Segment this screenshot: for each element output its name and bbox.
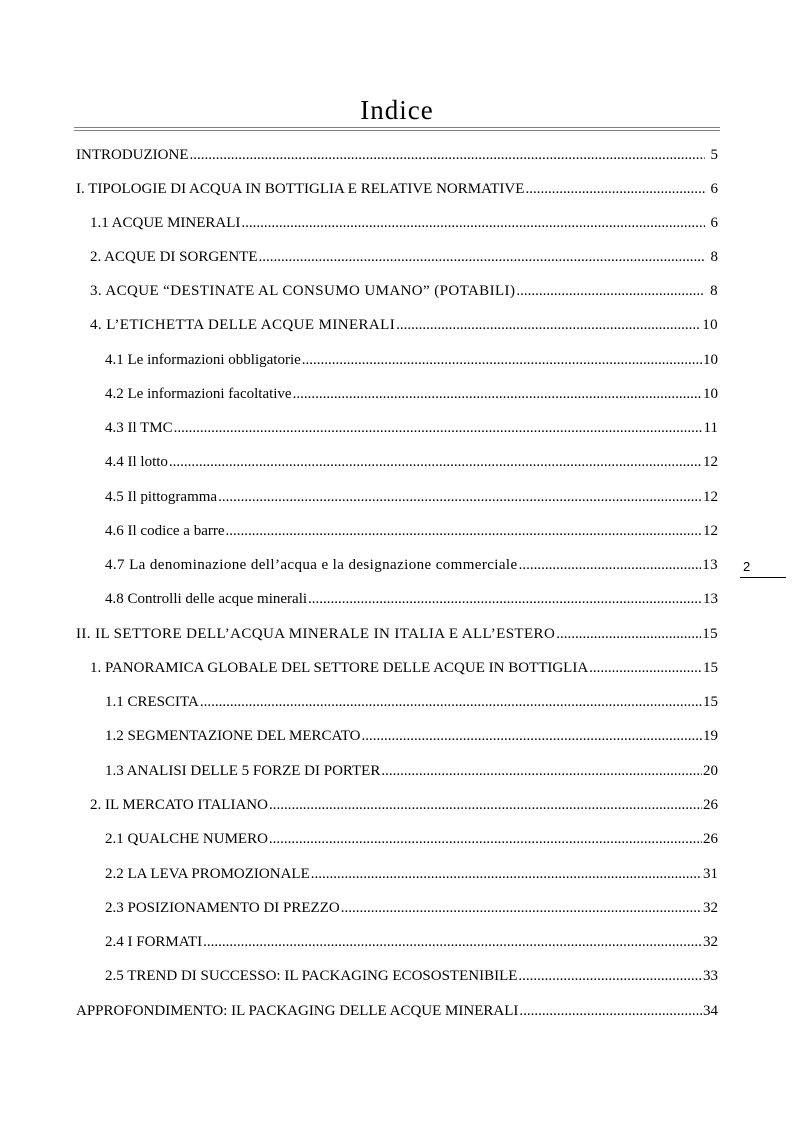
toc-entry-page: 19 (703, 728, 718, 744)
toc-entry-introduzione[interactable] (76, 145, 718, 165)
toc-entry-label: INTRODUZIONE (76, 147, 189, 163)
toc-entry-page: 12 (703, 454, 718, 470)
toc-entry-page: 15 (702, 626, 718, 642)
dot-leader (269, 795, 702, 815)
toc-entry-label: 1.2 SEGMENTAZIONE DEL MERCATO (105, 728, 361, 744)
toc-entry-crescita[interactable] (105, 692, 718, 712)
dot-leader (174, 418, 703, 438)
toc-entry-label: 4.2 Le informazioni facoltative (105, 386, 292, 402)
toc-entry-pittogramma[interactable] (105, 487, 718, 507)
toc-entry-label: 4.3 Il TMC (105, 420, 173, 436)
toc-entry-chapter-2[interactable] (76, 624, 718, 644)
toc-entry-label: I. TIPOLOGIE DI ACQUA IN BOTTIGLIA E RELATIVE NORMATIVE (76, 181, 525, 197)
toc-entry-label: APPROFONDIMENTO: IL PACKAGING DELLE ACQUE MINERALI (76, 1003, 519, 1019)
dot-leader (259, 247, 706, 267)
toc-entry-segmentazione[interactable] (105, 726, 718, 746)
dot-leader (203, 932, 702, 952)
dot-leader (589, 658, 702, 678)
dot-leader (169, 452, 702, 472)
toc-entry-page: 32 (703, 900, 718, 916)
toc-entry-page: 31 (703, 866, 718, 882)
toc-entry-label: 4. L’ETICHETTA DELLE ACQUE MINERALI (90, 317, 396, 333)
toc-entry-label: 4.4 Il lotto (105, 454, 168, 470)
toc-entry-page: 12 (703, 523, 718, 539)
toc-entry-posizionamento-prezzo[interactable] (105, 898, 718, 918)
toc-entry-label: 4.6 Il codice a barre (105, 523, 225, 539)
dot-leader (381, 761, 702, 781)
toc-entry-page: 13 (703, 591, 718, 607)
toc-entry-packaging-ecosostenibile[interactable] (105, 966, 718, 986)
dot-leader (341, 898, 702, 918)
toc-entry-page: 8 (710, 283, 718, 299)
toc-entry-qualche-numero[interactable] (105, 829, 718, 849)
toc-entry-page: 5 (710, 147, 718, 163)
toc-entry-label: 4.5 Il pittogramma (105, 489, 218, 505)
page-title: Indice (360, 95, 434, 125)
toc-entry-label: 2.1 QUALCHE NUMERO (105, 831, 268, 847)
dot-leader (308, 589, 702, 609)
toc-entry-label: 4.1 Le informazioni obbligatorie (105, 352, 301, 368)
dot-leader (361, 726, 702, 746)
toc-entry-leva-promozionale[interactable] (105, 864, 718, 884)
toc-entry-page: 8 (710, 249, 718, 265)
toc-entry-label: 1.1 CRESCITA (105, 694, 199, 710)
toc-entry-formati[interactable] (105, 932, 718, 952)
toc-entry-porter[interactable] (105, 761, 718, 781)
dot-leader (293, 384, 702, 404)
toc-entry-page: 26 (703, 831, 718, 847)
toc-entry-page: 10 (703, 386, 718, 402)
toc-entry-page: 15 (703, 660, 718, 676)
toc-entry-page: 26 (703, 797, 718, 813)
toc-entry-label: 2.4 I FORMATI (105, 934, 203, 950)
toc-entry-informazioni-facoltative[interactable] (105, 384, 718, 404)
toc-entry-label: II. IL SETTORE DELL’ACQUA MINERALE IN ITALIA E ALL’ESTERO (76, 626, 556, 642)
toc-entry-label: 2.5 TREND DI SUCCESSO: IL PACKAGING ECOSOSTENIBILE (105, 968, 518, 984)
toc-entry-label: 4.7 La denominazione dell’acqua e la designazione commerciale (105, 557, 518, 573)
toc-entry-page: 13 (702, 557, 718, 573)
dot-leader (269, 829, 702, 849)
dot-leader (396, 315, 701, 335)
dot-leader (200, 692, 702, 712)
toc-entry-label: 3. ACQUE “DESTINATE AL CONSUMO UMANO” (POTABILI) (90, 283, 516, 299)
dot-leader (516, 281, 705, 301)
toc-entry-chapter-1[interactable] (76, 179, 718, 199)
toc-entry-label: 1.1 ACQUE MINERALI (90, 215, 241, 231)
dot-leader (302, 350, 702, 370)
toc-entry-panoramica-globale[interactable] (90, 658, 718, 678)
toc-entry-page: 32 (703, 934, 718, 950)
toc-entry-label: 1. PANORAMICA GLOBALE DEL SETTORE DELLE ACQUE IN BOTTIGLIA (90, 660, 589, 676)
toc-entry-label: 2.3 POSIZIONAMENTO DI PREZZO (105, 900, 340, 916)
toc-entry-page: 6 (710, 215, 718, 231)
dot-leader (518, 966, 702, 986)
toc-entry-controlli[interactable] (105, 589, 718, 609)
toc-entry-etichetta[interactable] (90, 315, 718, 335)
toc-entry-page: 33 (703, 968, 718, 984)
dot-leader (519, 555, 702, 575)
toc-entry-codice-a-barre[interactable] (105, 521, 718, 541)
toc-entry-page: 20 (703, 763, 718, 779)
toc-entry-acque-minerali[interactable] (90, 213, 718, 233)
toc-entry-page: 34 (703, 1003, 718, 1019)
toc-entry-label: 2.2 LA LEVA PROMOZIONALE (105, 866, 310, 882)
dot-leader (218, 487, 702, 507)
toc-entry-page: 6 (710, 181, 718, 197)
toc-entry-mercato-italiano[interactable] (90, 795, 718, 815)
toc-entry-page: 10 (702, 317, 718, 333)
toc-entry-informazioni-obbligatorie[interactable] (105, 350, 718, 370)
toc-entry-acque-potabili[interactable] (90, 281, 718, 301)
toc-entry-label: 2. ACQUE DI SORGENTE (90, 249, 258, 265)
dot-leader (311, 864, 702, 884)
dot-leader (525, 179, 705, 199)
toc-entry-label: 1.3 ANALISI DELLE 5 FORZE DI PORTER (105, 763, 381, 779)
page-number-box (740, 557, 786, 578)
toc-entry-label: 2. IL MERCATO ITALIANO (90, 797, 268, 813)
dot-leader (556, 624, 701, 644)
dot-leader (226, 521, 702, 541)
toc-entry-approfondimento[interactable] (76, 1001, 718, 1021)
toc-entry-acque-di-sorgente[interactable] (90, 247, 718, 267)
page-number: 2 (743, 559, 751, 574)
toc-entry-lotto[interactable] (105, 452, 718, 472)
dot-leader (519, 1001, 702, 1021)
dot-leader (189, 145, 705, 165)
toc-entry-page: 11 (703, 420, 718, 436)
toc-entry-label: 4.8 Controlli delle acque minerali (105, 591, 308, 607)
toc-entry-denominazione[interactable] (105, 555, 718, 575)
toc-entry-page: 12 (703, 489, 718, 505)
toc-entry-page: 10 (703, 352, 718, 368)
toc-entry-page: 15 (703, 694, 718, 710)
dot-leader (241, 213, 705, 233)
toc-entry-tmc[interactable] (105, 418, 718, 438)
